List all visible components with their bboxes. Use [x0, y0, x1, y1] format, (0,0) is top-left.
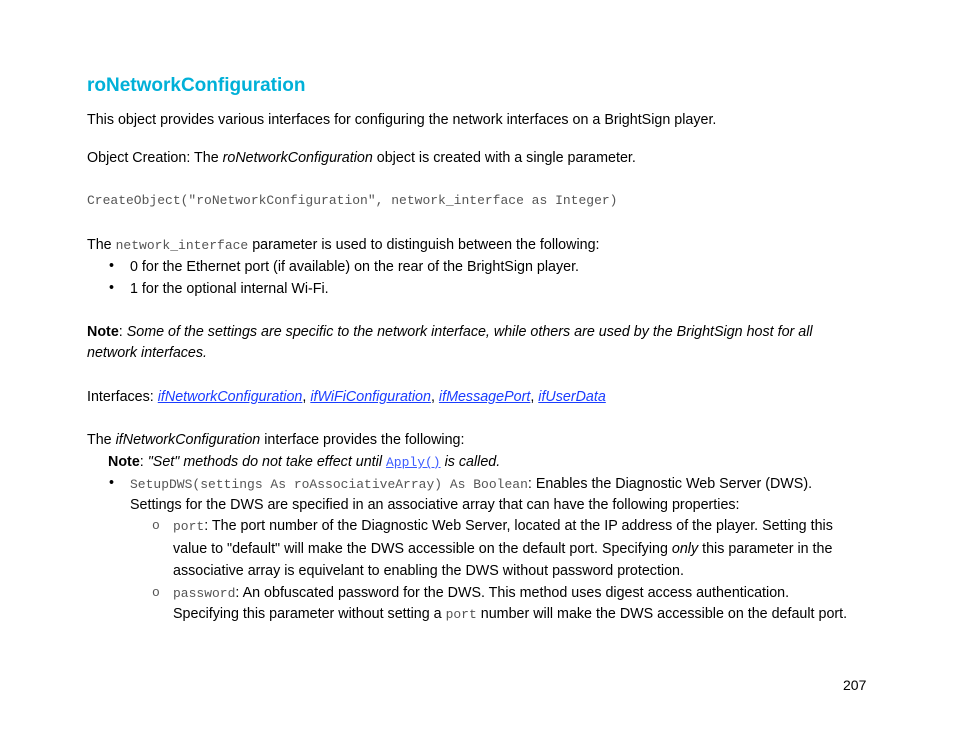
link-ifmessageport[interactable]: ifMessagePort	[438, 389, 531, 405]
text: number will make the DWS accessible on the default port.	[476, 606, 848, 622]
bullet-icon: •	[109, 258, 115, 274]
parameter-code: network_interface	[115, 238, 249, 253]
intro-paragraph: This object provides various interfaces for configuring the network interfaces on a BrightSign player.	[87, 112, 717, 128]
list-item: 0 for the Ethernet port (if available) on the rear of the BrightSign player.	[130, 259, 580, 275]
text: this parameter in the	[698, 541, 833, 557]
parameter-paragraph	[87, 236, 600, 255]
link-ifnetworkconfiguration[interactable]: ifNetworkConfiguration	[157, 389, 303, 405]
note-text: is called.	[440, 454, 501, 470]
code-sample: CreateObject("roNetworkConfiguration", network_interface as Integer)	[87, 193, 618, 208]
emphasis: only	[671, 541, 699, 557]
bullet-icon: •	[109, 280, 115, 296]
link-ifuserdata[interactable]: ifUserData	[538, 389, 606, 405]
interface-name: ifNetworkConfiguration	[115, 432, 261, 448]
sub-bullet-icon: o	[152, 585, 160, 600]
text: :	[118, 324, 127, 340]
code: port	[445, 607, 477, 622]
text: ,	[530, 389, 539, 405]
page-title: roNetworkConfiguration	[87, 75, 306, 96]
property-name: port	[173, 519, 205, 534]
text: :	[139, 454, 148, 470]
text: value to "default" will make the DWS accessible on the default port. Specifying	[173, 541, 672, 557]
note-text: network interfaces.	[87, 345, 207, 361]
property-item-password	[173, 584, 789, 603]
text: : The port number of the Diagnostic Web Server, located at the IP address of the player. Setting this	[204, 518, 833, 534]
text: ,	[430, 389, 439, 405]
text: The	[87, 237, 116, 253]
method-item	[130, 475, 812, 494]
property-item-port	[173, 517, 833, 536]
method-signature: SetupDWS(settings As roAssociativeArray) As Boolean	[130, 477, 528, 492]
list-item: 1 for the optional internal Wi-Fi.	[130, 281, 329, 297]
text: parameter is used to distinguish between the following:	[248, 237, 600, 253]
note-paragraph	[87, 323, 813, 341]
object-creation-paragraph	[87, 149, 636, 167]
bullet-icon: •	[109, 475, 115, 491]
property-item-port-cont: associative array is equivelant to enabling the DWS without password protection.	[173, 563, 684, 579]
provides-paragraph	[87, 431, 464, 449]
page-number: 207	[843, 677, 867, 693]
note-label: Note	[87, 324, 119, 340]
property-name: password	[173, 586, 236, 601]
note-text: Some of the settings are specific to the network interface, while others are used by the BrightSign host for all	[126, 324, 813, 340]
text: : An obfuscated password for the DWS. This method uses digest access authentication.	[235, 585, 790, 601]
text: interface provides the following:	[260, 432, 465, 448]
method-description: : Enables the Diagnostic Web Server (DWS).	[527, 476, 813, 492]
sub-bullet-icon: o	[152, 518, 160, 533]
text: Specifying this parameter without setting a	[173, 606, 446, 622]
interfaces-label: Interfaces:	[87, 389, 158, 405]
text: object is created with a single parameter.	[372, 150, 636, 166]
link-ifwificonfiguration[interactable]: ifWiFiConfiguration	[310, 389, 431, 405]
property-item-port-cont	[173, 540, 832, 558]
note-text: "Set" methods do not take effect until	[147, 454, 386, 470]
note-paragraph-cont	[87, 344, 207, 362]
note-label: Note	[108, 454, 140, 470]
object-name: roNetworkConfiguration	[222, 150, 373, 166]
link-apply[interactable]: Apply()	[385, 455, 441, 470]
property-item-password-cont	[173, 605, 847, 624]
text: The	[87, 432, 116, 448]
text: Object Creation: The	[87, 150, 223, 166]
interfaces-line	[87, 388, 606, 406]
set-note	[108, 453, 500, 472]
text: ,	[302, 389, 311, 405]
method-description-cont: Settings for the DWS are specified in an associative array that can have the following properties:	[130, 497, 740, 513]
